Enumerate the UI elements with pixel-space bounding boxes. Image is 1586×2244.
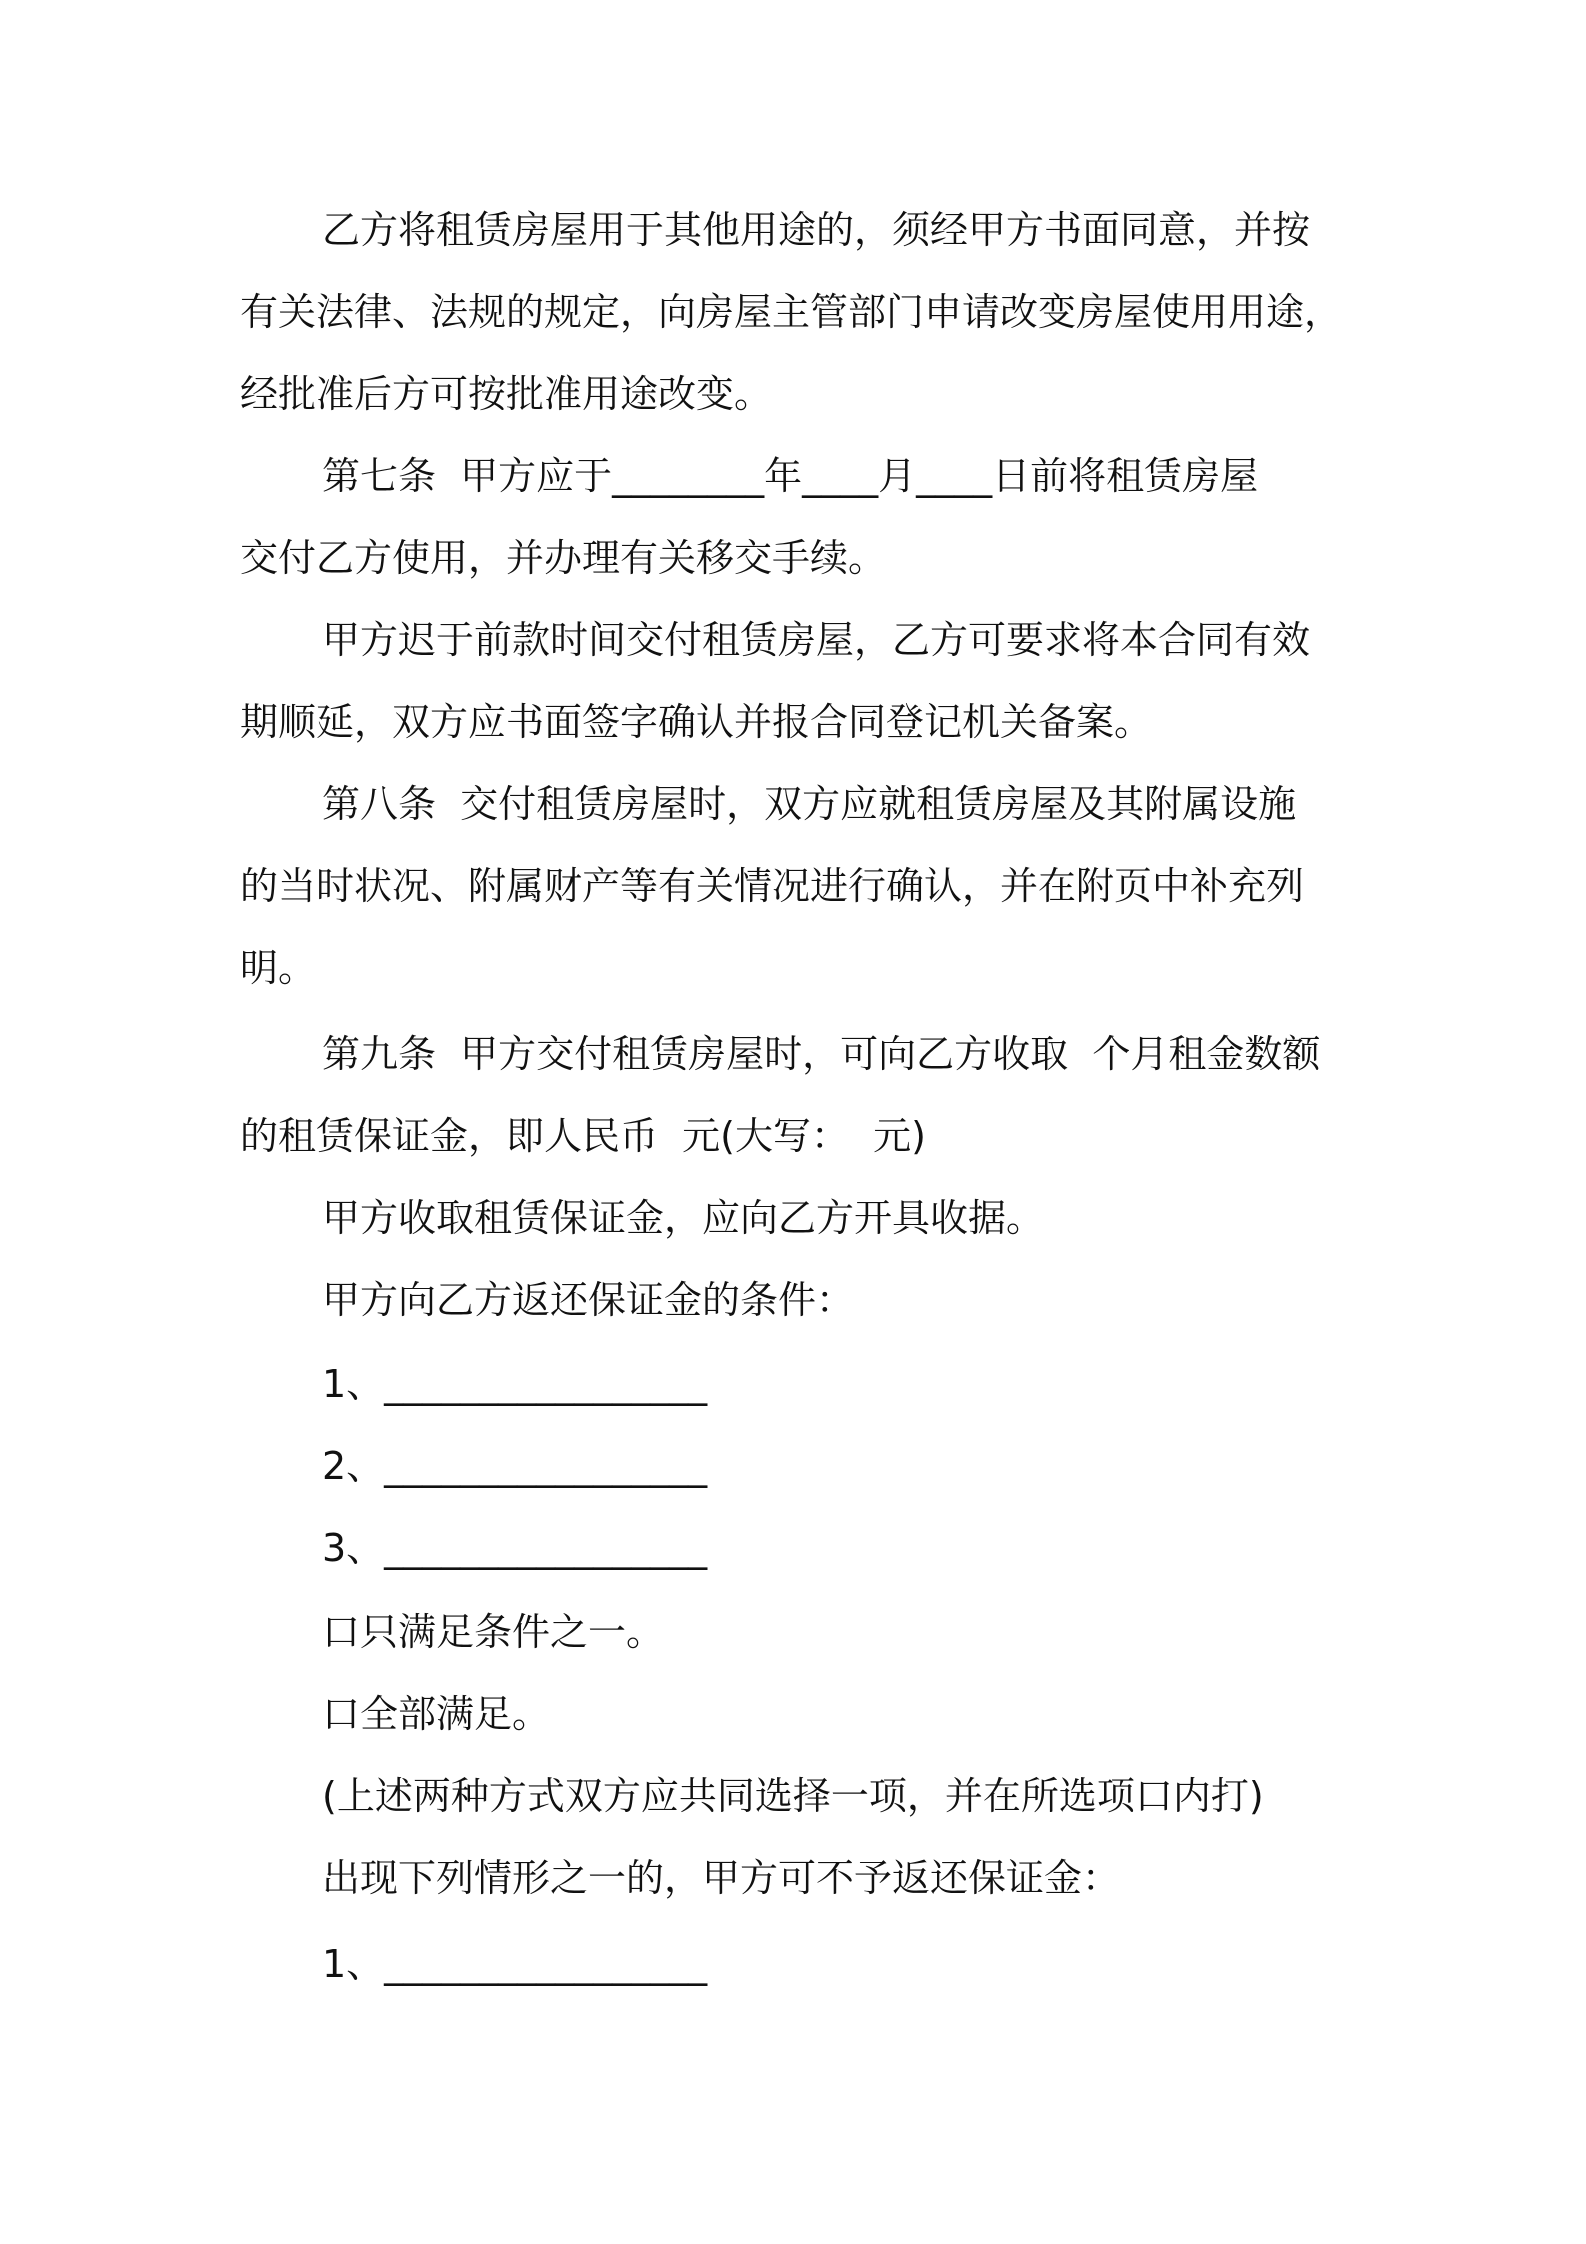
option-one-condition: 口只满足条件之一。	[322, 1610, 665, 1654]
article-7-line-2: 交付乙方使用，并办理有关移交手续。	[240, 536, 887, 580]
article-8-line-2: 的当时状况、附属财产等有关情况进行确认，并在附页中补充列	[240, 864, 1305, 908]
no-return-item-1: 1、_________________	[322, 1942, 708, 1986]
para-no-return: 出现下列情形之一的，甲方可不予返还保证金：	[322, 1856, 1121, 1900]
para-use-change-line-2: 有关法律、法规的规定，向房屋主管部门申请改变房屋使用用途，	[240, 290, 1343, 334]
option-all-conditions: 口全部满足。	[322, 1692, 551, 1736]
article-8-line-1: 第八条 交付租赁房屋时，双方应就租赁房屋及其附属设施	[322, 782, 1297, 826]
para-receipt: 甲方收取租赁保证金，应向乙方开具收据。	[322, 1196, 1045, 1240]
condition-item-2: 2、_________________	[322, 1444, 708, 1488]
para-use-change-line-1: 乙方将租赁房屋用于其他用途的，须经甲方书面同意，并按	[322, 208, 1311, 252]
para-late-delivery-line-2: 期顺延，双方应书面签字确认并报合同登记机关备案。	[240, 700, 1153, 744]
para-return-conditions: 甲方向乙方返还保证金的条件：	[322, 1278, 855, 1322]
article-7-line-1: 第七条 甲方应于________年____月____日前将租赁房屋	[322, 454, 1259, 498]
article-8-line-3: 明。	[240, 946, 317, 990]
option-note: (上述两种方式双方应共同选择一项，并在所选项口内打)	[322, 1774, 1264, 1818]
para-late-delivery-line-1: 甲方迟于前款时间交付租赁房屋，乙方可要求将本合同有效	[322, 618, 1311, 662]
condition-item-1: 1、_________________	[322, 1362, 708, 1406]
article-9-line-2: 的租赁保证金，即人民币 元(大写： 元)	[240, 1114, 926, 1158]
para-use-change-line-3: 经批准后方可按批准用途改变。	[240, 372, 773, 416]
condition-item-3: 3、_________________	[322, 1526, 708, 1570]
article-9-line-1: 第九条 甲方交付租赁房屋时，可向乙方收取 个月租金数额	[322, 1032, 1321, 1076]
